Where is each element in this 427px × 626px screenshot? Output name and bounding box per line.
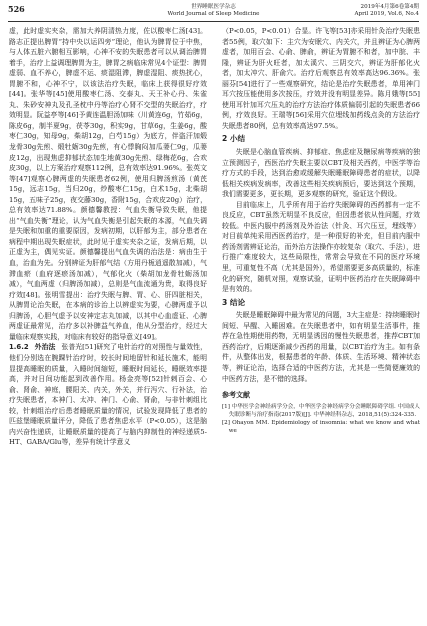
body-paragraph: 失眠是睡眠障碍中最为常见的问题，3大主症是：持续睡眠时间短、早醒、入睡困难。在失眠患者中，如有明显生活事件，推荐在急性期使用药物，无明显诱因的慢性失眠患者，推荐CBT加西药治疗，后期逐渐减少西药的用量，以CBT治疗为主。如有条件，从整体出发，根据患者的年龄、体质、生活环境、精神状态等，辨证论治，选择合适的中医药方法，尤其是一些简便廉效的中医药方法，是不错的选择。 [222,311,420,383]
subsection-title: 外治法 [34,343,56,352]
running-header [8,4,419,22]
reference-item: [2] Ohayon MM. Epidemiology of insomnia: what we know and what we [222,419,420,434]
right-column [222,26,420,435]
section-heading-conclusion: 3 结论 [222,297,246,307]
reference-item: [1] 中华医学会神经病学分会，中华医学会神经病学分会睡眠障碍学组. 中国成人失眠诊断与治疗指南(2017版)[J]. 中华神经科杂志，2018,51(5):324-335. [222,403,420,418]
body-paragraph: （P<0.05，P<0.01）合显。许飞等[53]亦采用针灸治疗失眠患者55例，取穴如下：主穴为安眠穴、内关穴，并且辨证为心脾两虚者，加用百会、心俞、脾俞，辨证为胃腑不和者，加中脘、丰隆，辨证为肝火旺者，加太溪穴、三阴交穴，辨证为肝郁化火者，加太冲穴、肝俞穴。治疗后观察总有效率高达96.36%。张丽芬[54]进行了一些观察研究，结论是治疗失眠患者，单用神门耳穴按压能使用多次按压，疗效并没有明显差异。陈月娥等[55]使用耳针加耳穴压丸的治疗方法治疗体质偏弱引起的失眠患者66例，疗效良好。王瑞等[56]采用穴位埋线加药线点灸的方法治疗失眠患者80例，总有效率高达97.5%。 [222,27,420,130]
left-column [9,26,207,448]
section-heading-summary: 2 小结 [222,134,246,144]
page-number: 526 [8,4,25,14]
issue-info [354,4,419,18]
body-paragraph: 虚，此时虚实夹杂，需加大养阴清热力度，佐以酸枣仁汤[43]。路志正提出脾胃“持中央以运四旁”理论，他认为脾胃位于中焦，与人体五脏六腑相互影响，心神不安的失眠患者可以从调治脾胃着手，治疗上益调理脾胃为主，脾胃之病临床常见4个证型：脾胃虚弱、血不养心，脾虚不运、痰湿阻滞，脾虚湿阻、痰热扰心，胃腑不和，心神不宁，以该法治疗失眠，临床上获得很好疗效[44]。张华等[45]使用酸枣仁汤、交泰丸、天王补心丹、朱雀丸、朱砂安神丸及孔圣枕中丹等治疗心肾不交型的失眠治疗，疗效明显。阮益亭等[46]予黄连温胆汤加味（川黄连6g，竹茹6g，陈皮6g，制半夏9g，茯苓30g，积实9g，甘草6g，生姜6g，酸枣仁30g，知母9g，柴胡12g，白芍15g）为底方，伴盗汗加煅龙骨30g先煎、煅牡蛎30g先煎，有心悸胸闷加瓜蒌仁9g，瓜蒌皮12g，出现焦虑抑郁状态加生地黄30g先煎、绿梅花6g，合欢皮30g，以上方案治疗观察112例，总有效率达91.96%。张英文等[47]观察心脾两虚的失眠患者62例，使用归脾汤煎汤（黄芪15g，远志15g，当归20g，炒酸枣仁15g，白术15g，北柴胡15g，五味子25g，夜交藤30g，香附15g，合欢皮20g）治疗，总有效率达71.88%。颜德馨教授：气血失衡导致失眠，他提出“气血失衡”理论，认为气血失衡是引起失眠的本源，气血失调是失眠和加重的重要原因，发病初期，以肝郁为主，部分患者在病程中期出现失眠症状，此时见于虚实夹杂之证，发病后期，以正虚为主，偶见实证。颜德馨提出气血失调的治法是：病由生于血，治血为先。分别辨证为肝郁气结（方用丹栀逍遥散加减），气滞血瘀（血府逐瘀汤加减），气郁化火（柴胡加龙骨牡蛎汤加减），气血两虚（归脾汤加减），总则是气血流通为贵，取得良好疗效[48]。张明雪提出：治疗失眠与脾、胃、心、肝四脏相关，从脾胃论治失眠，在本病的诊治上以辨虚实为要，心脾两虚予以归脾汤，心胆气虚予以安神定志丸加减，以其中心血虚证、心脾两虚证最常见，治疗多以补脾益气养血，他从分型治疗，经过大量临床观察实践，对临床有较好的指导意义[49]。 [9,27,207,341]
reference-list [222,403,420,435]
body-paragraph: 失眠是心脑血管疾病、抑郁症、焦虑症及糖尿病等疾病的独立预测因子，西医治疗失眠主要以CBT及相关西药，中医学等治疗方式的手段，达到治愈或缓解失眠睡眠障碍患者的症状，以降低相关疾病发病率，改善这些相关疾病预后，要达到这个预期，我们需要更多，更长期，更多观察的研究，验证这个假设。 [222,148,420,199]
issue-en: April 2019, Vol.6, No.4 [354,11,419,17]
header-rule [8,21,419,22]
journal-title-en: World Journal of Sleep Medicine [167,11,260,17]
journal-title-cn: 世界睡眠医学杂志 [191,4,236,10]
subsection-external-therapy [9,342,207,447]
body-paragraph: 张普光[51]研究了电针治疗的对照性与量效性，他们分别选在腕踝针治疗时，较长时间地留针和延长施术，能明显提高睡眠的质量，入睡时间缩短，睡眠时间延长，睡眠效率提高，并对日间功能起到改善作用。杨金亮等[52]针刺百会、心俞、肾俞、神庭，腰阳关、内关，外关，并行泻穴、行补法，治疗失眠患者，本神门、太冲、神门、心俞、肾俞，与非针刺组比较，针刺组治疗后患者睡眠质量的情况，试验发现降低了患者的匹兹堡睡眠质量评分，降低了患者焦虑水平（P<0.05），这是脑内兴奋性递质，让睡眠质量的提高了与脑内抑制性的神经递质5-HT、GABA/Glu等，差异有统计学意义 [9,343,207,447]
issue-cn: 2019年4月第6卷第4期 [360,4,419,10]
references-heading: 参考文献 [222,391,250,400]
body-paragraph: 目前临床上，几乎所有用于治疗失眠障碍的西药都有一定不良反应，CBT虽然无明显不良反应，但因患者依从性问题，疗效较低。中医内服中药汤剂及外治法（针灸、耳穴压豆，埋线等）对目前单纯采用西医药治疗，是一种很好的补充，但目前内服中药汤剂需辨证论治，而外治方法操作亦较复杂（取穴、手法），进行推广难度较大，这些局限性，常常会导致在不同的医疗环境里，可重复性不高（尤其是国外），希望需要更多高质量的，标准化的研究，随机对照，观察试验，证明中医药治疗在失眠障碍中是有效的。 [222,200,420,294]
subsection-number: 1.6.2 [9,343,29,352]
